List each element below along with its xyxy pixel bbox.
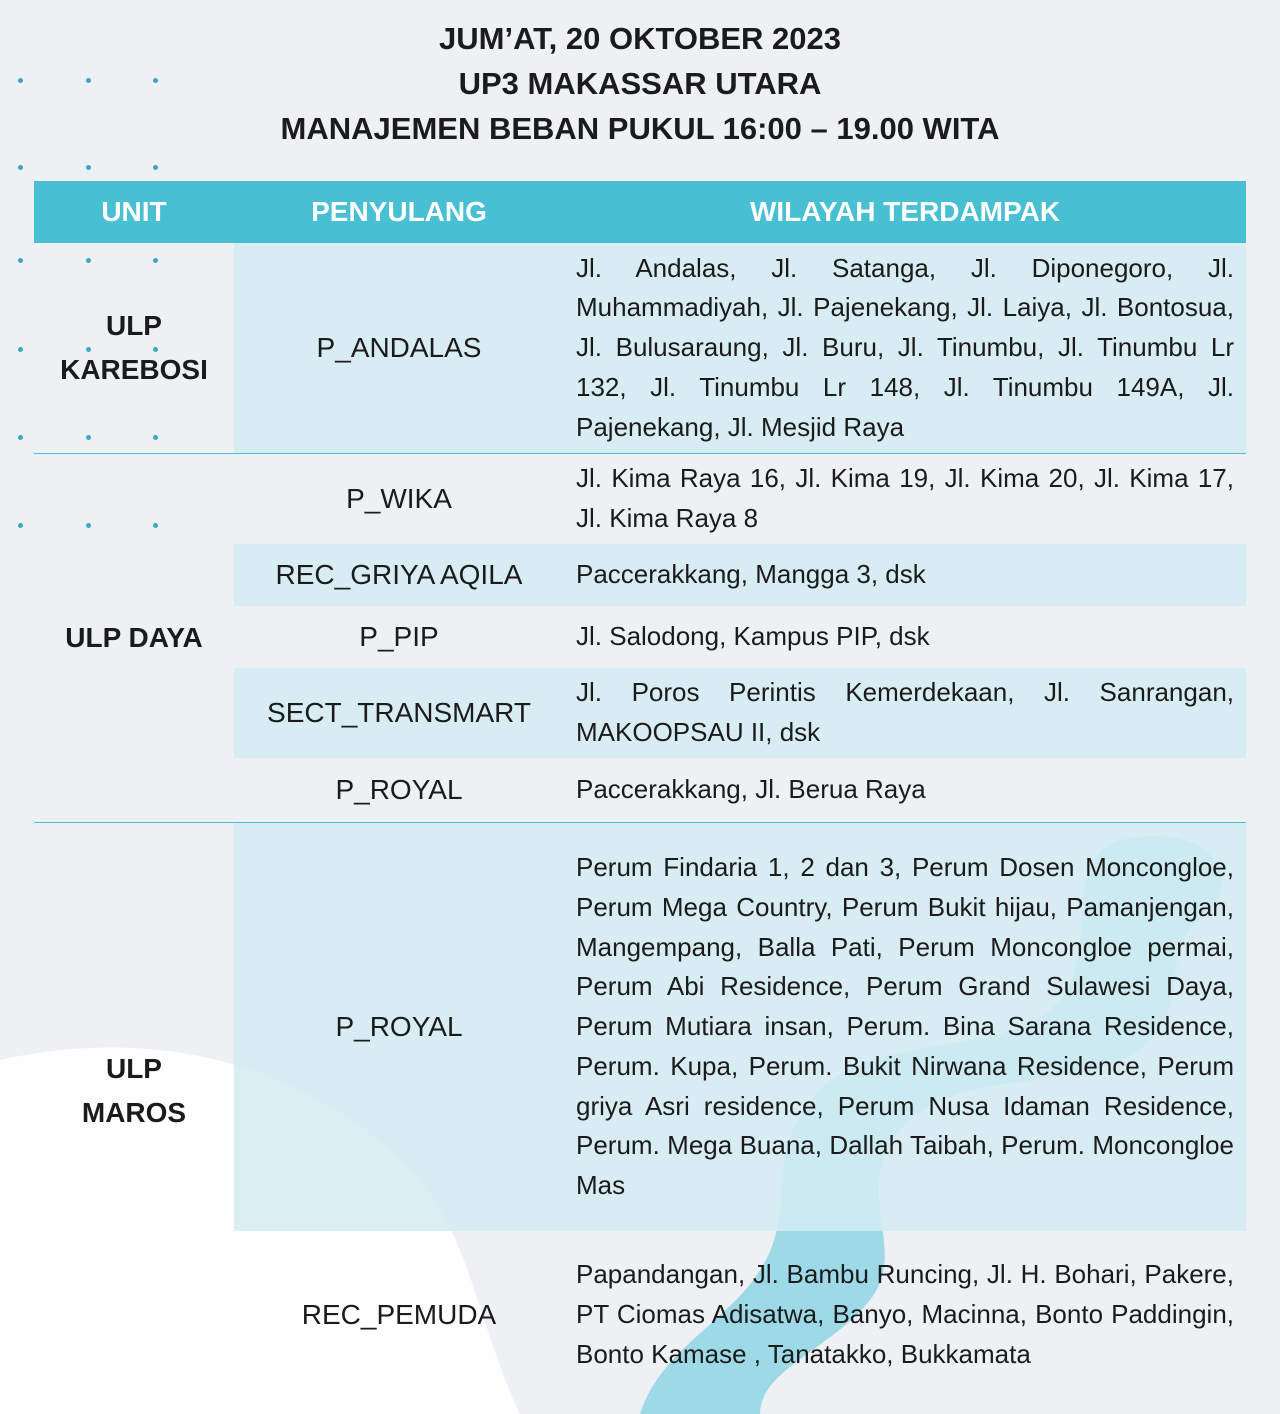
header-unit: UP3 MAKASSAR UTARA: [458, 66, 822, 101]
decorative-dots: [18, 165, 158, 170]
unit-cell: [34, 454, 234, 822]
penyulang-cell: P_ROYAL: [335, 774, 463, 805]
wilayah-cell: Papandangan, Jl. Bambu Runcing, Jl. H. Bohari, Pakere, PT Ciomas Adisatwa, Banyo, Macinna, Bonto Paddingin, Bonto Kamase , Tanatakko, Bukkamata: [576, 1259, 1234, 1369]
wilayah-cell: Jl. Andalas, Jl. Satanga, Jl. Diponegoro, Jl. Muhammadiyah, Jl. Pajenekang, Jl. Laiya, Jl. Bontosua, Jl. Bulusaraung, Jl. Buru, Jl. Tinumbu, Jl. Tinumbu Lr 132, Jl. Tinumbu Lr 148, Jl. Tinumbu 149A, Jl. Pajenekang, Jl. Mesjid Raya: [576, 252, 1234, 442]
table-row: [234, 758, 1246, 822]
column-header-wilayah: WILAYAH TERDAMPAK: [749, 196, 1061, 227]
header-date: JUM’AT, 20 OKTOBER 2023: [439, 21, 841, 56]
table-row: [234, 544, 1246, 606]
table-row: [234, 823, 1246, 1231]
impact-table: [34, 181, 1246, 1399]
wilayah-cell: Jl. Kima Raya 16, Jl. Kima 19, Jl. Kima 20, Jl. Kima 17, Jl. Kima Raya 8: [576, 463, 1234, 533]
penyulang-cell: P_WIKA: [346, 483, 452, 514]
wilayah-cell: Jl. Poros Perintis Kemerdekaan, Jl. Sanrangan, MAKOOPSAU II, dsk: [576, 677, 1234, 747]
unit-cell: [34, 823, 234, 1399]
unit-label: ULP KAREBOSI: [60, 310, 208, 385]
wilayah-cell: Paccerakkang, Mangga 3, dsk: [576, 559, 926, 590]
header-schedule: MANAJEMEN BEBAN PUKUL 16:00 – 19.00 WITA: [280, 111, 1000, 146]
penyulang-cell: P_ANDALAS: [316, 332, 482, 363]
unit-label: ULP MAROS: [81, 1053, 187, 1128]
unit-group-daya: [34, 454, 1246, 823]
unit-cell: [34, 243, 234, 453]
table-row: [234, 454, 1246, 544]
table-row: [234, 668, 1246, 758]
penyulang-cell: REC_PEMUDA: [301, 1299, 497, 1330]
unit-group-maros: [34, 823, 1246, 1399]
unit-group-karebosi: [34, 243, 1246, 454]
page-header: [0, 16, 1280, 151]
wilayah-cell: Paccerakkang, Jl. Berua Raya: [576, 774, 926, 805]
table-row: [234, 243, 1246, 453]
penyulang-cell: REC_GRIYA AQILA: [275, 559, 523, 590]
wilayah-cell: Perum Findaria 1, 2 dan 3, Perum Dosen Moncongloe, Perum Mega Country, Perum Bukit hijau, Pamanjengan, Mangempang, Balla Pati, Perum Moncongloe permai, Perum Abi Residence, Perum Grand Sulawesi Daya, Perum Mutiara insan, Perum. Bina Sarana Residence, Perum. Kupa, Perum. Bukit Nirwana Residence, Perum griya Asri residence, Perum Nusa Idaman Residence, Perum. Mega Buana, Dallah Taibah, Perum. Moncongloe Mas: [576, 851, 1234, 1201]
wilayah-cell: Jl. Salodong, Kampus PIP, dsk: [576, 621, 930, 652]
penyulang-cell: P_ROYAL: [335, 1011, 463, 1042]
column-header-unit: UNIT: [101, 196, 167, 227]
table-row: [234, 1231, 1246, 1399]
penyulang-cell: SECT_TRANSMART: [267, 697, 531, 728]
table-header: [34, 181, 1246, 243]
column-header-penyulang: PENYULANG: [311, 196, 487, 227]
unit-label: ULP DAYA: [65, 622, 203, 653]
penyulang-cell: P_PIP: [359, 621, 439, 652]
table-row: [234, 606, 1246, 668]
